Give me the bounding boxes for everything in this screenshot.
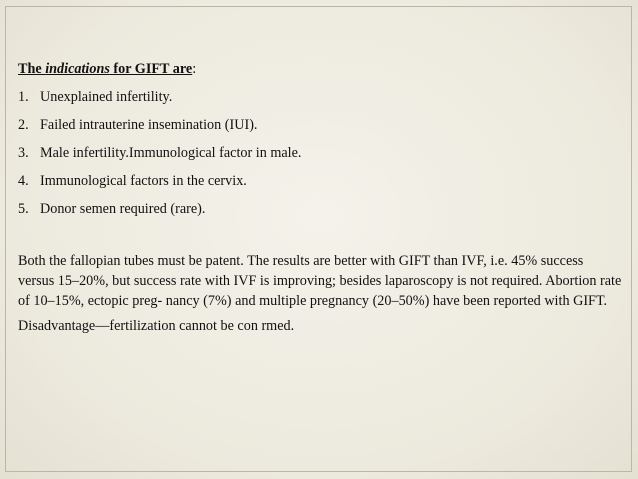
indications-heading: [18, 59, 623, 79]
list-item: [18, 115, 623, 135]
list-item-text: Failed intrauterine insemination (IUI).: [40, 117, 258, 133]
list-item-text: Male infertility.Immunological factor in male.: [40, 145, 302, 161]
list-item: [18, 87, 623, 107]
heading-the: The: [18, 61, 46, 77]
results-paragraph: Both the fallopian tubes must be patent. The results are better with GIFT than IVF, i.e. 45% success versus 15–20%, but success rate with IVF is improving; besides laparoscopy is not required. Abortion rate of 10–15%, ectopic preg- nancy (7%) and multiple pregnancy (20–50%) have been reported with GIFT.: [18, 253, 622, 309]
list-item-number: 2.: [18, 117, 29, 133]
list-item-number: 3.: [18, 145, 29, 161]
list-item-number: 1.: [18, 89, 29, 105]
disadvantage-paragraph: Disadvantage—fertilization cannot be con rmed.: [18, 318, 295, 334]
list-item-text: Unexplained infertility.: [40, 89, 173, 105]
list-item: [18, 143, 623, 163]
heading-for-gift: for GIFT are: [109, 61, 193, 77]
list-item-text: Immunological factors in the cervix.: [40, 173, 247, 189]
list-item: [18, 199, 623, 219]
spacer: [18, 227, 623, 251]
list-item: [18, 171, 623, 191]
list-item-number: 5.: [18, 201, 29, 217]
heading-indications: indications: [45, 61, 110, 77]
heading-colon: :: [192, 61, 197, 77]
slide-content: [18, 59, 623, 341]
list-item-text: Donor semen required (rare).: [40, 201, 206, 217]
indications-list: [18, 87, 623, 219]
list-item-number: 4.: [18, 173, 29, 189]
